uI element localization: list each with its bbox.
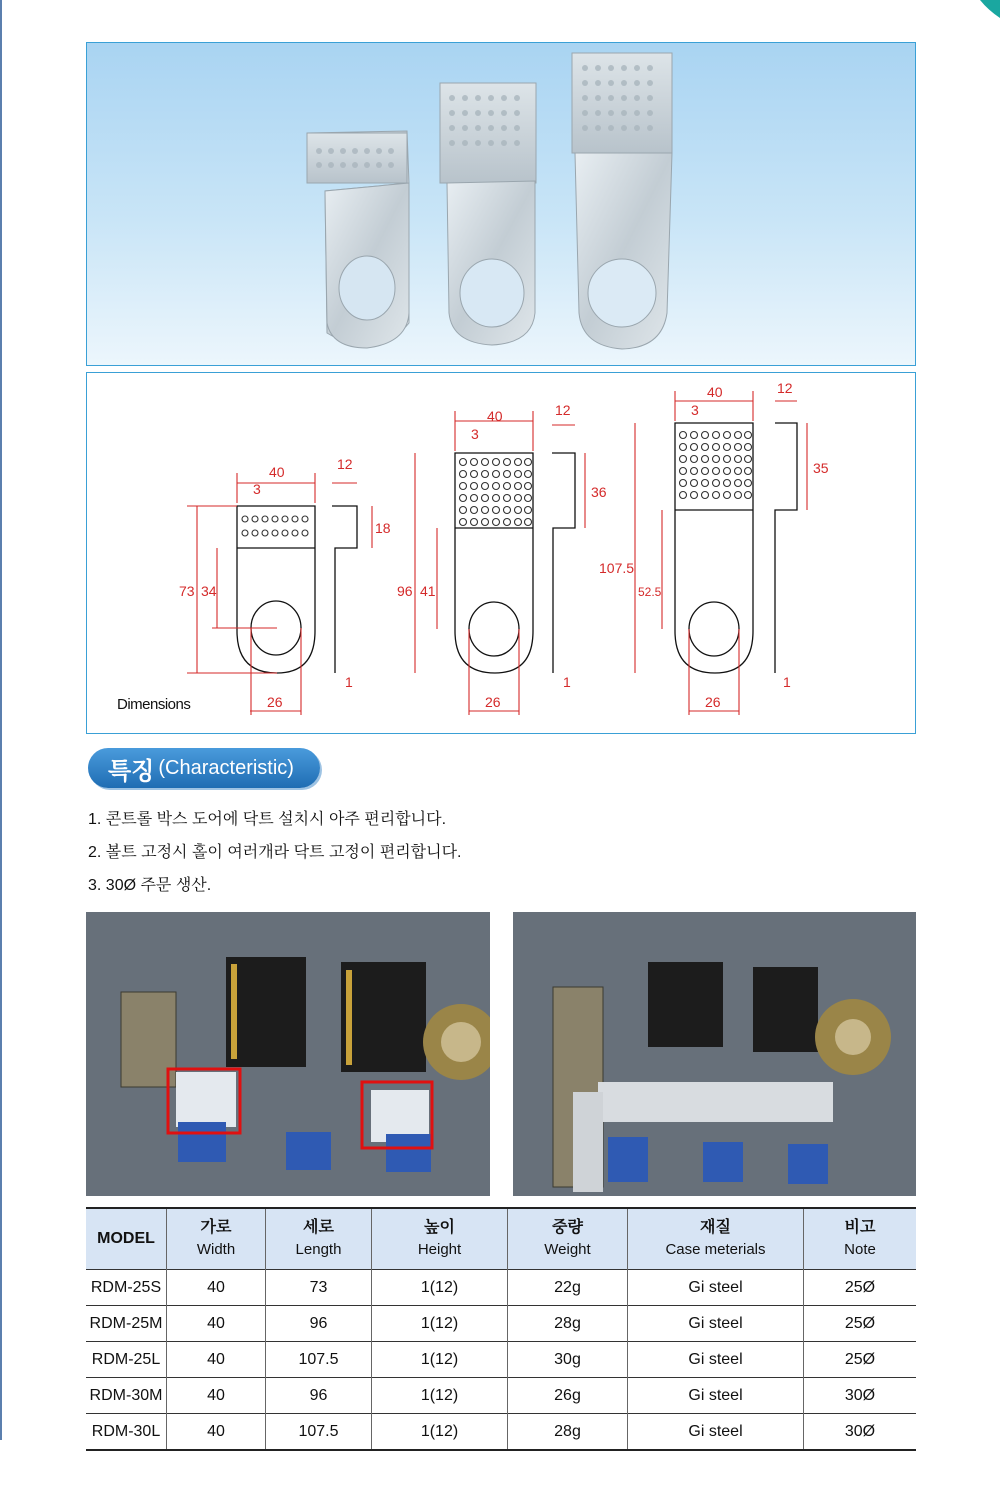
svg-text:3: 3 <box>253 481 261 497</box>
spec-table <box>86 1207 916 1451</box>
header-note: 비고 Note <box>804 1208 917 1270</box>
bracket-small <box>307 131 409 348</box>
header-width: 가로 Width <box>167 1208 266 1270</box>
left-rule <box>0 0 2 1440</box>
header-materials: 재질 Case meterials <box>628 1208 804 1270</box>
svg-text:96: 96 <box>397 583 413 599</box>
application-photo-2 <box>513 912 916 1196</box>
application-photo-1 <box>86 912 490 1196</box>
dimension-labels <box>179 380 829 710</box>
svg-text:26: 26 <box>485 694 501 710</box>
dimension-drawings <box>87 373 915 733</box>
table-header-row <box>86 1208 916 1270</box>
svg-text:26: 26 <box>705 694 721 710</box>
bracket-medium <box>440 83 536 345</box>
table-row: RDM-30L 40 107.5 1(12) 28g Gi steel 30Ø <box>86 1414 916 1451</box>
characteristic-title-ko: 특징 <box>108 757 155 785</box>
svg-text:41: 41 <box>420 583 436 599</box>
table-row: RDM-25M 40 96 1(12) 28g Gi steel 25Ø <box>86 1306 916 1342</box>
product-photo-panel <box>86 42 916 366</box>
svg-text:3: 3 <box>691 402 699 418</box>
table-row: RDM-30M 40 96 1(12) 26g Gi steel 30Ø <box>86 1378 916 1414</box>
table-row: RDM-25L 40 107.5 1(12) 30g Gi steel 25Ø <box>86 1342 916 1378</box>
svg-text:12: 12 <box>337 456 353 472</box>
svg-text:36: 36 <box>591 484 607 500</box>
svg-text:26: 26 <box>267 694 283 710</box>
svg-text:1: 1 <box>345 674 353 690</box>
svg-text:1: 1 <box>563 674 571 690</box>
svg-text:35: 35 <box>813 460 829 476</box>
dimensions-panel <box>86 372 916 734</box>
svg-text:12: 12 <box>777 380 793 396</box>
corner-decoration <box>976 0 1000 24</box>
header-height: 높이 Height <box>372 1208 508 1270</box>
svg-text:3: 3 <box>471 426 479 442</box>
svg-text:52.5: 52.5 <box>638 585 662 599</box>
product-photo <box>87 43 915 365</box>
svg-text:107.5: 107.5 <box>599 560 635 576</box>
feature-list <box>88 803 461 902</box>
svg-text:1: 1 <box>783 674 791 690</box>
feature-item: 1. 콘트롤 박스 도어에 닥트 설치시 아주 편리합니다. <box>88 811 447 828</box>
dimensions-title: Dimensions <box>117 696 191 713</box>
header-model: MODEL <box>86 1208 167 1270</box>
svg-text:34: 34 <box>201 583 217 599</box>
header-weight: 중량 Weight <box>508 1208 628 1270</box>
svg-text:73: 73 <box>179 583 195 599</box>
feature-item: 2. 볼트 고정시 홀이 여러개라 닥트 고정이 편리합니다. <box>88 844 462 861</box>
characteristic-title-en: (Characteristic) <box>158 756 294 779</box>
feature-item: 3. 30Ø 주문 생산. <box>88 877 212 894</box>
table-row: RDM-25S 40 73 1(12) 22g Gi steel 25Ø <box>86 1270 916 1306</box>
svg-text:40: 40 <box>707 384 723 400</box>
svg-text:40: 40 <box>487 408 503 424</box>
header-length: 세로 Length <box>266 1208 372 1270</box>
characteristic-heading <box>88 748 320 788</box>
svg-text:12: 12 <box>555 402 571 418</box>
svg-text:18: 18 <box>375 520 391 536</box>
svg-text:40: 40 <box>269 464 285 480</box>
